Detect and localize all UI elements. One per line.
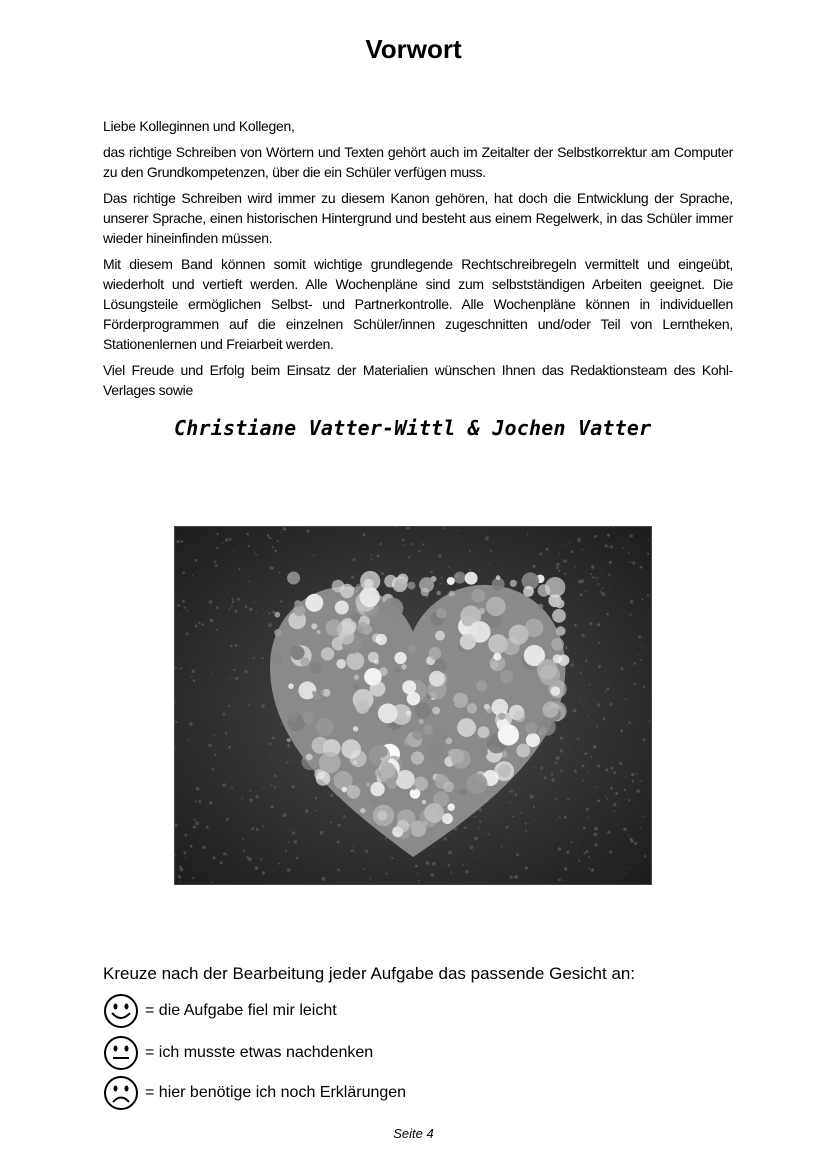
signature: Christiane Vatter-Wittl & Jochen Vatter bbox=[174, 416, 652, 440]
page-number: Seite 4 bbox=[393, 1126, 434, 1141]
smiley-neutral-icon bbox=[103, 1035, 139, 1071]
paragraph-4: Viel Freude und Erfolg beim Einsatz der Materialien wünschen Ihnen das Redaktionsteam des Kohl-Verlages sowie bbox=[103, 362, 733, 398]
legend-label-hard: = hier benötige ich noch Erklärungen bbox=[145, 1084, 407, 1101]
greeting: Liebe Kolleginnen und Kollegen, bbox=[103, 118, 295, 134]
heart-flower-illustration bbox=[175, 527, 651, 884]
preface-text bbox=[103, 116, 733, 406]
legend-label-medium: = ich musste etwas nachdenken bbox=[145, 1044, 374, 1061]
paragraph-2: Das richtige Schreiben wird immer zu diesem Kanon gehören, hat doch die Entwicklung der Sprache, unserer Sprache, einen historischen Hintergrund und besteht aus einem Regelwerk, in das Schüler immer wieder hineinfinden müssen. bbox=[103, 190, 733, 246]
page-title: Vorwort bbox=[365, 34, 462, 64]
smiley-happy-icon bbox=[103, 993, 139, 1029]
smiley-sad-icon bbox=[103, 1075, 139, 1111]
paragraph-1: das richtige Schreiben von Wörtern und Texten gehört auch im Zeitalter der Selbstkorrektur am Computer zu den Grundkompetenzen, über die ein Schüler verfügen muss. bbox=[103, 144, 733, 180]
legend-label-easy: = die Aufgabe fiel mir leicht bbox=[145, 1002, 337, 1019]
legend-row-easy bbox=[103, 993, 337, 1029]
legend-row-hard bbox=[103, 1075, 406, 1111]
instruction-text: Kreuze nach der Bearbeitung jeder Aufgabe das passende Gesicht an: bbox=[103, 964, 636, 983]
paragraph-3: Mit diesem Band können somit wichtige grundlegende Rechtschreibregeln vermittelt und eingeübt, wiederholt und vertieft werden. Alle Wochenpläne sind zum selbstständigen Arbeiten geeignet. Die Lösungsteile ermöglichen Selbst- und Partnerkontrolle. Alle Wochenpläne können in individuellen Förderprogrammen auf die einzelnen Schüler/innen zugeschnitten und/oder Teil von Lerntheken, Stationenlernen und Freiarbeit werden. bbox=[103, 256, 733, 352]
heart-flower-photo bbox=[174, 526, 652, 885]
legend-row-medium bbox=[103, 1035, 373, 1071]
